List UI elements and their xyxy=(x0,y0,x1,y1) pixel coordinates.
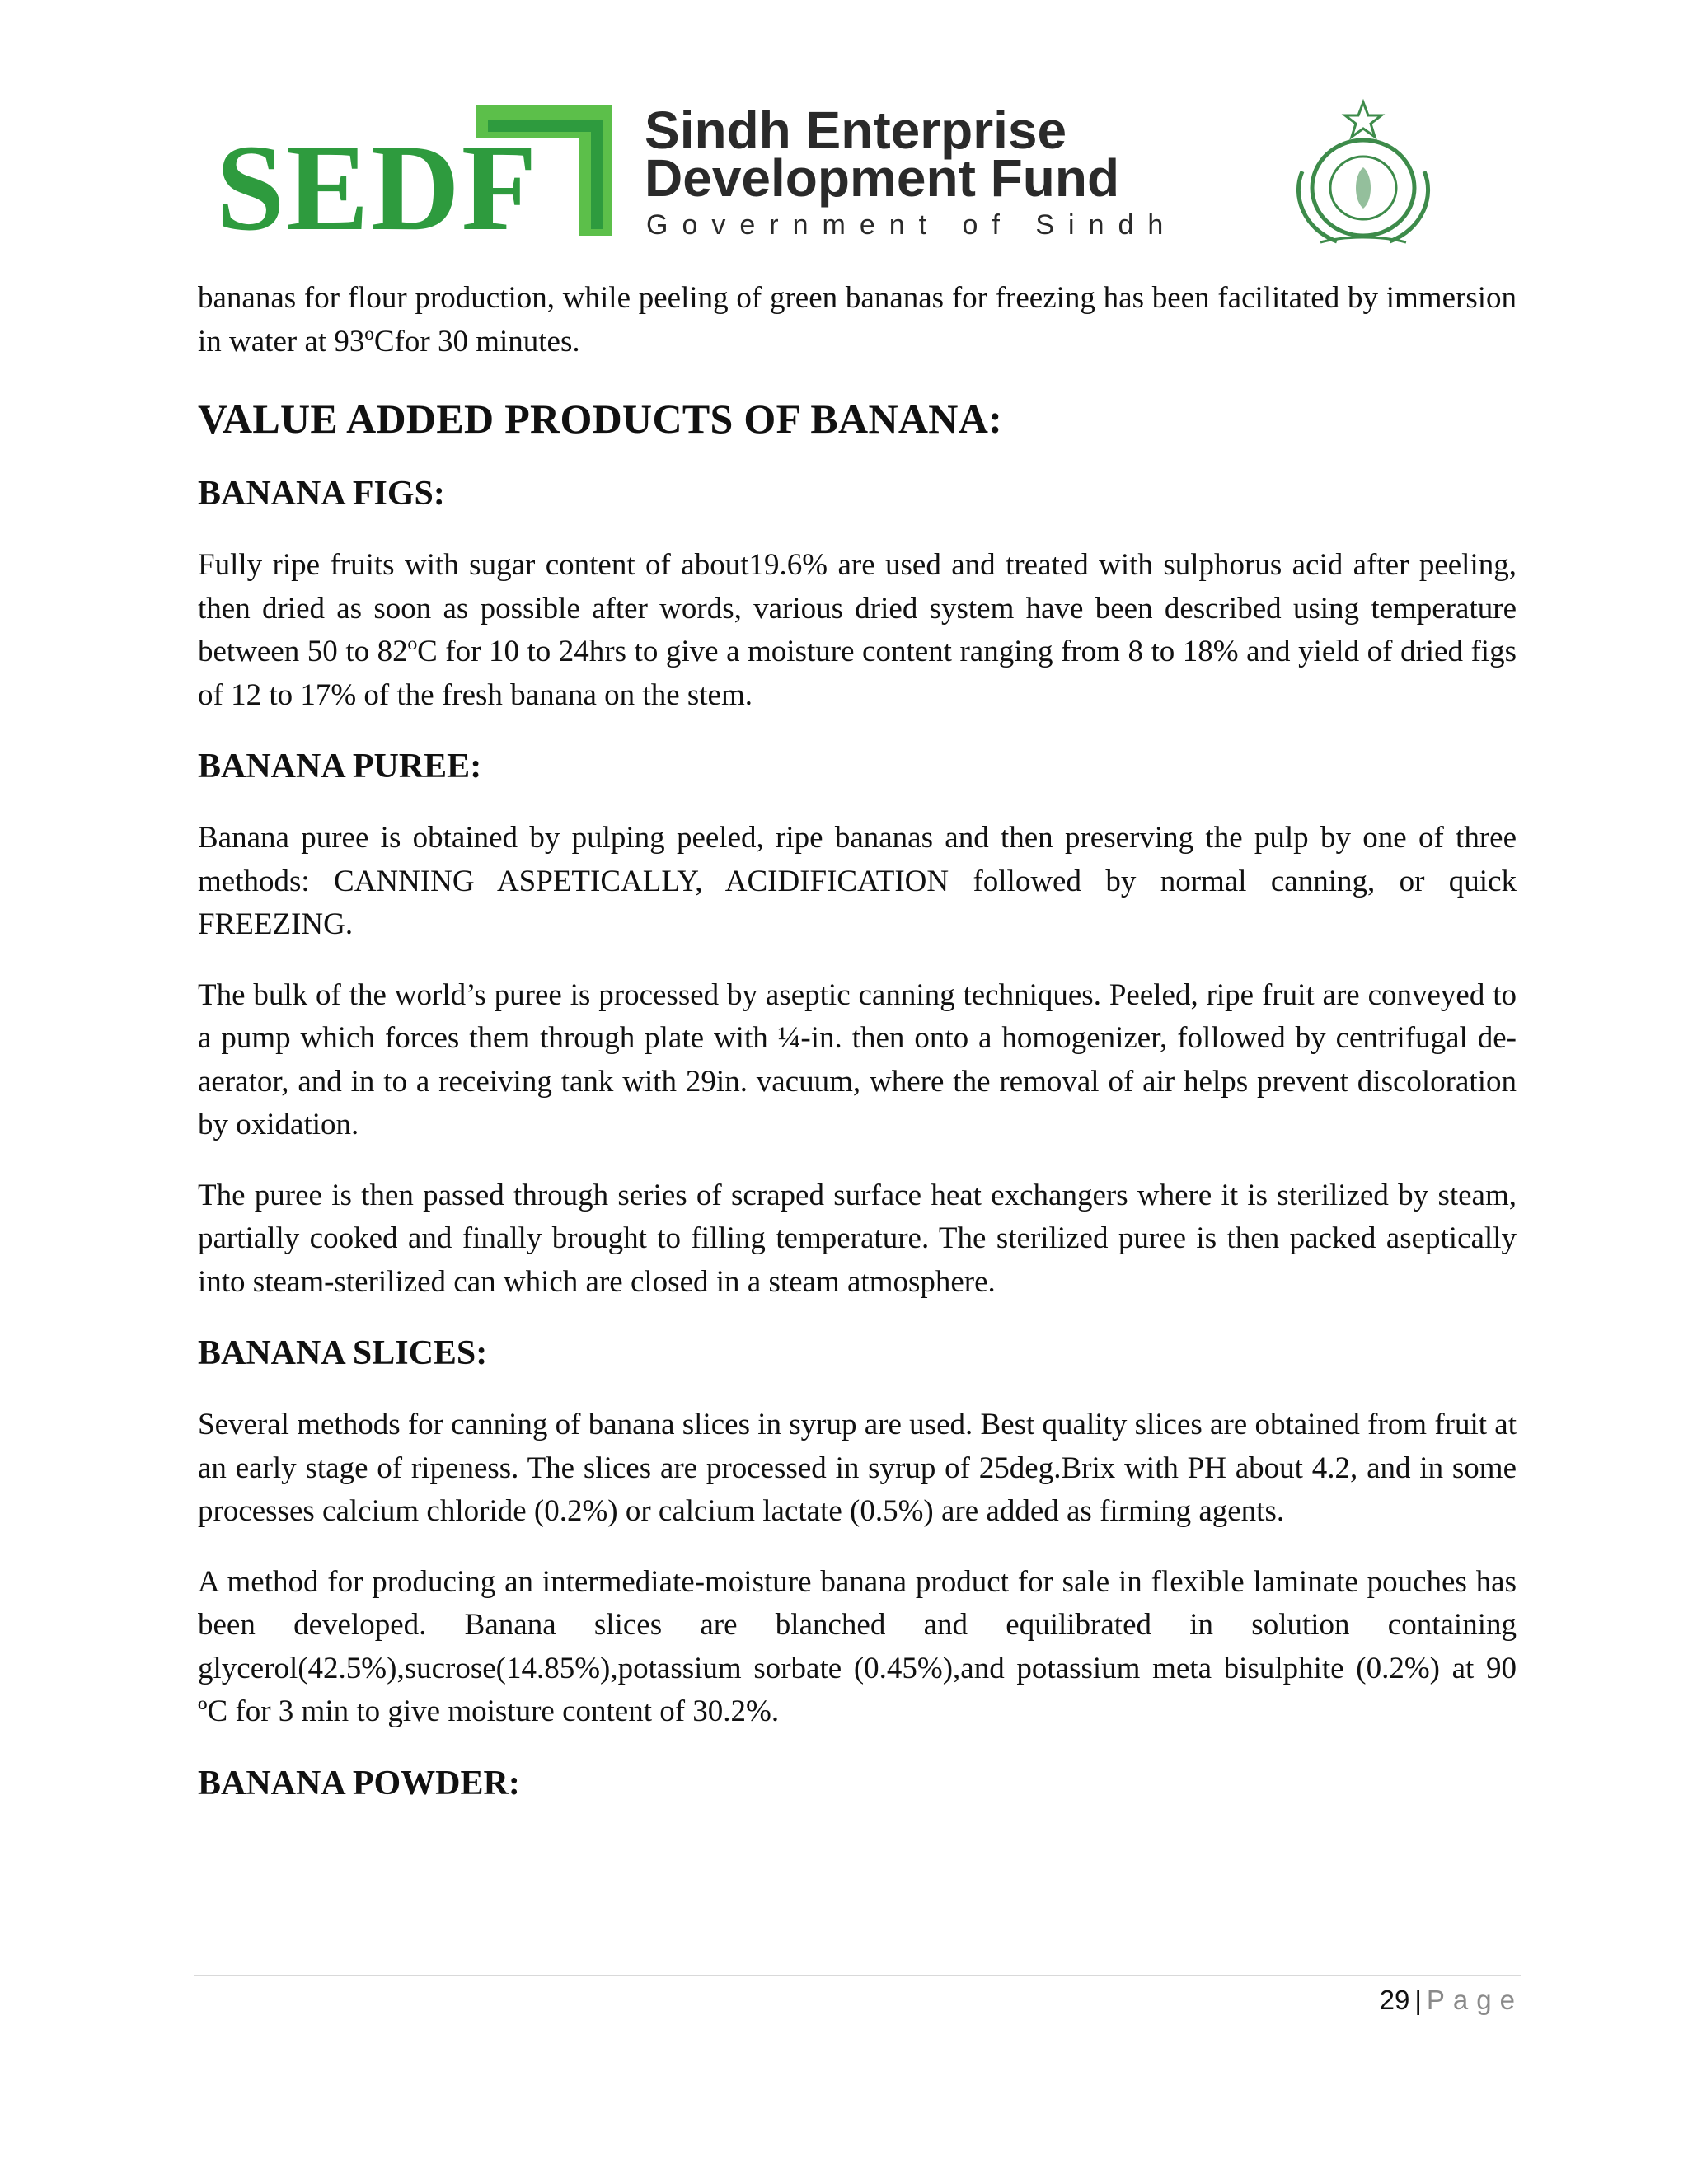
page-footer xyxy=(1380,1982,1523,2018)
sedf-logo xyxy=(216,97,1485,254)
slices-paragraph-1: Several methods for canning of banana slices in syrup are used. Best quality slices are obtained from fruit at an early stage of ripeness. The slices are processed in syrup of 25deg.Brix with PH about 4.2, and in some processes calcium chloride (0.2%) or calcium lactate (0.5%) are added as firming agents. xyxy=(198,1408,1517,1528)
section-heading-figs: BANANA FIGS: xyxy=(198,475,445,513)
page-label: Page xyxy=(1426,1985,1523,2015)
footer-divider xyxy=(194,1975,1521,1976)
logo-org-line3: Government of Sindh xyxy=(646,209,1178,241)
document-body xyxy=(198,277,1517,1834)
government-seal-icon xyxy=(1298,102,1428,242)
puree-paragraph-3: The puree is then passed through series of scraped surface heat exchangers where it is sterilized by steam, partially cooked and finally brought to filling temperature. The sterilized puree is then packed aseptically into steam-sterilized can which are closed in a steam atmosphere. xyxy=(198,1178,1517,1299)
logo-org-line2: Development Fund xyxy=(645,148,1120,208)
section-heading-powder: BANANA POWDER: xyxy=(198,1764,520,1802)
page-number: 29 xyxy=(1379,1985,1410,2015)
main-heading: VALUE ADDED PRODUCTS OF BANANA: xyxy=(198,396,1003,442)
slices-paragraph-2: A method for producing an intermediate-moisture banana product for sale in flexible laminate pouches has been developed. Banana slices are blanched and equilibrated in solution containing glycerol(42.5%),sucrose(14.85%),potassium sorbate (0.45%),and potassium meta bisulphite (0.2%) at 90 ºC for 3 min to give moisture content of 30.2%. xyxy=(198,1564,1517,1728)
puree-paragraph-2: The bulk of the world’s puree is processed by aseptic canning techniques. Peeled, ripe fruit are conveyed to a pump which forces them through plate with ¼-in. then onto a homogenizer, followed by centrifugal de-aerator, and in to a receiving tank with 29in. vacuum, where the removal of air helps prevent discoloration by oxidation. xyxy=(198,977,1517,1141)
logo-sedf-text: SEDF xyxy=(216,120,539,254)
figs-paragraph: Fully ripe fruits with sugar content of about19.6% are used and treated with sulphorus acid after peeling, then dried as soon as possible after words, various dried system have been described using temperature between 50 to 82ºC for 10 to 24hrs to give a moisture content ranging from 8 to 18% and yield of dried figs of 12 to 17% of the fresh banana on the stem. xyxy=(198,548,1517,712)
section-heading-slices: BANANA SLICES: xyxy=(198,1334,488,1372)
section-heading-puree: BANANA PUREE: xyxy=(198,748,482,785)
logo-org-line1: Sindh Enterprise xyxy=(645,101,1067,160)
intro-paragraph: bananas for flour production, while peeling of green bananas for freezing has been facilitated by immersion in water at 93ºCfor 30 minutes. xyxy=(198,281,1517,359)
puree-paragraph-1: Banana puree is obtained by pulping peeled, ripe bananas and then preserving the pulp by one of three methods: CANNING ASPETICALLY, ACIDIFICATION followed by normal canning, or quick FREEZING. xyxy=(198,821,1517,941)
footer-separator: | xyxy=(1414,1985,1422,2015)
